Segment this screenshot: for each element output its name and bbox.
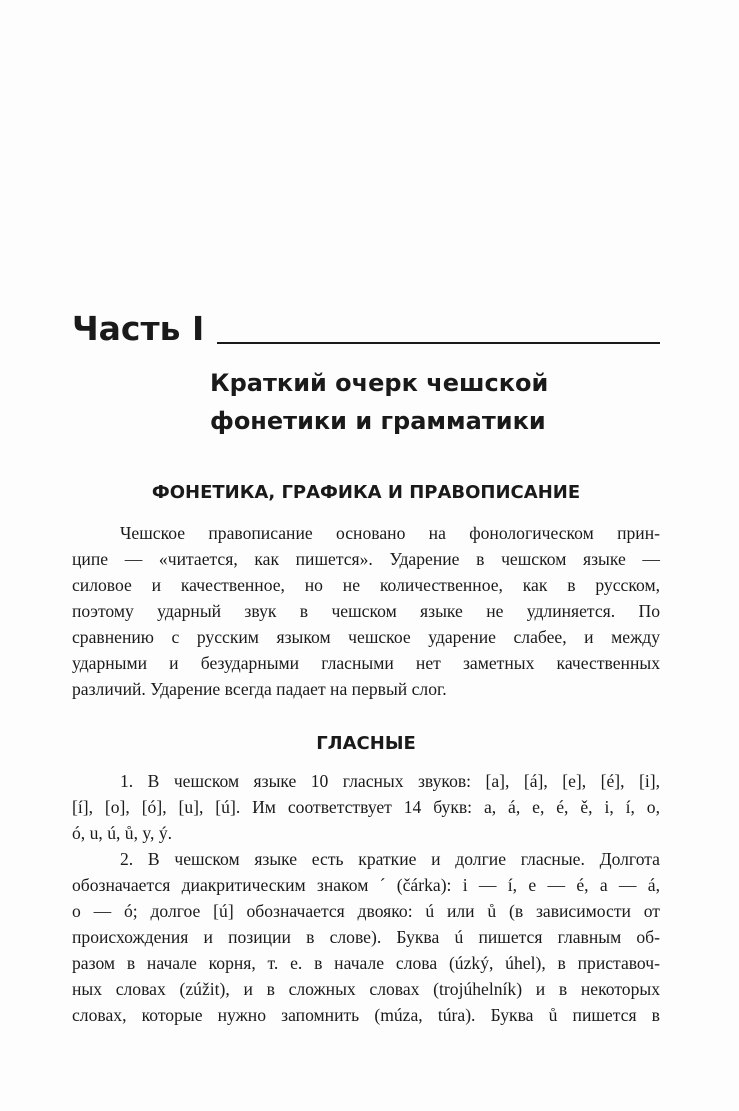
text-line: ных словах (zúžit), и в сложных словах (trojúhelník) и в некоторых <box>72 979 660 999</box>
chapter-title-line: Краткий очерк чешской <box>210 369 549 397</box>
section-heading-phonetics: ФОНЕТИКА, ГРАФИКА И ПРАВОПИСАНИЕ <box>151 482 581 503</box>
text-line: словах, которые нужно запомнить (múza, túra). Буква ů пишется в <box>72 1005 660 1025</box>
paragraph-vowels-1 <box>72 768 660 846</box>
text-line: силовое и качественное, но не количественное, как в русском, <box>72 575 660 595</box>
text-line: [í], [o], [ó], [u], [ú]. Им соответствует 14 букв: a, á, e, é, ě, i, í, o, <box>72 797 660 817</box>
text-line: поэтому ударный звук в чешском языке не удлиняется. По <box>72 601 660 621</box>
paragraph-phonetics <box>72 520 660 702</box>
chapter-title <box>210 364 660 440</box>
part-rule <box>217 342 660 344</box>
section-heading-vowels: ГЛАСНЫЕ <box>316 733 416 754</box>
chapter-title-line: фонетики и грамматики <box>210 407 546 435</box>
text-line: 1. В чешском языке 10 гласных звуков: [a], [á], [e], [é], [i], <box>120 771 660 791</box>
book-page <box>72 0 660 1111</box>
text-line: обозначается диакритическим знаком ´ (čárka): i — í, e — é, a — á, <box>72 875 660 895</box>
text-line: o — ó; долгое [ú] обозначается двояко: ú или ů (в зависимости от <box>72 901 660 921</box>
part-header <box>72 305 660 353</box>
paragraph-vowels-2 <box>72 846 660 1028</box>
text-line: 2. В чешском языке есть краткие и долгие гласные. Долгота <box>120 849 660 869</box>
text-line: ó, u, ú, ů, y, ý. <box>72 823 173 843</box>
text-line: ударными и безударными гласными нет заметных качественных <box>72 653 660 673</box>
text-line: Чешское правописание основано на фонологическом прин- <box>120 523 660 543</box>
text-line: различий. Ударение всегда падает на первый слог. <box>72 679 447 699</box>
text-line: сравнению с русским языком чешское ударение слабее, и между <box>72 627 660 647</box>
text-line: происхождения и позиции в слове). Буква ú пишется главным об- <box>72 927 660 947</box>
part-label: Часть I <box>72 309 205 348</box>
text-line: ципе — «читается, как пишется». Ударение в чешском языке — <box>72 549 660 569</box>
text-line: разом в начале корня, т. е. в начале слова (úzký, úhel), в приставоч- <box>72 953 660 973</box>
